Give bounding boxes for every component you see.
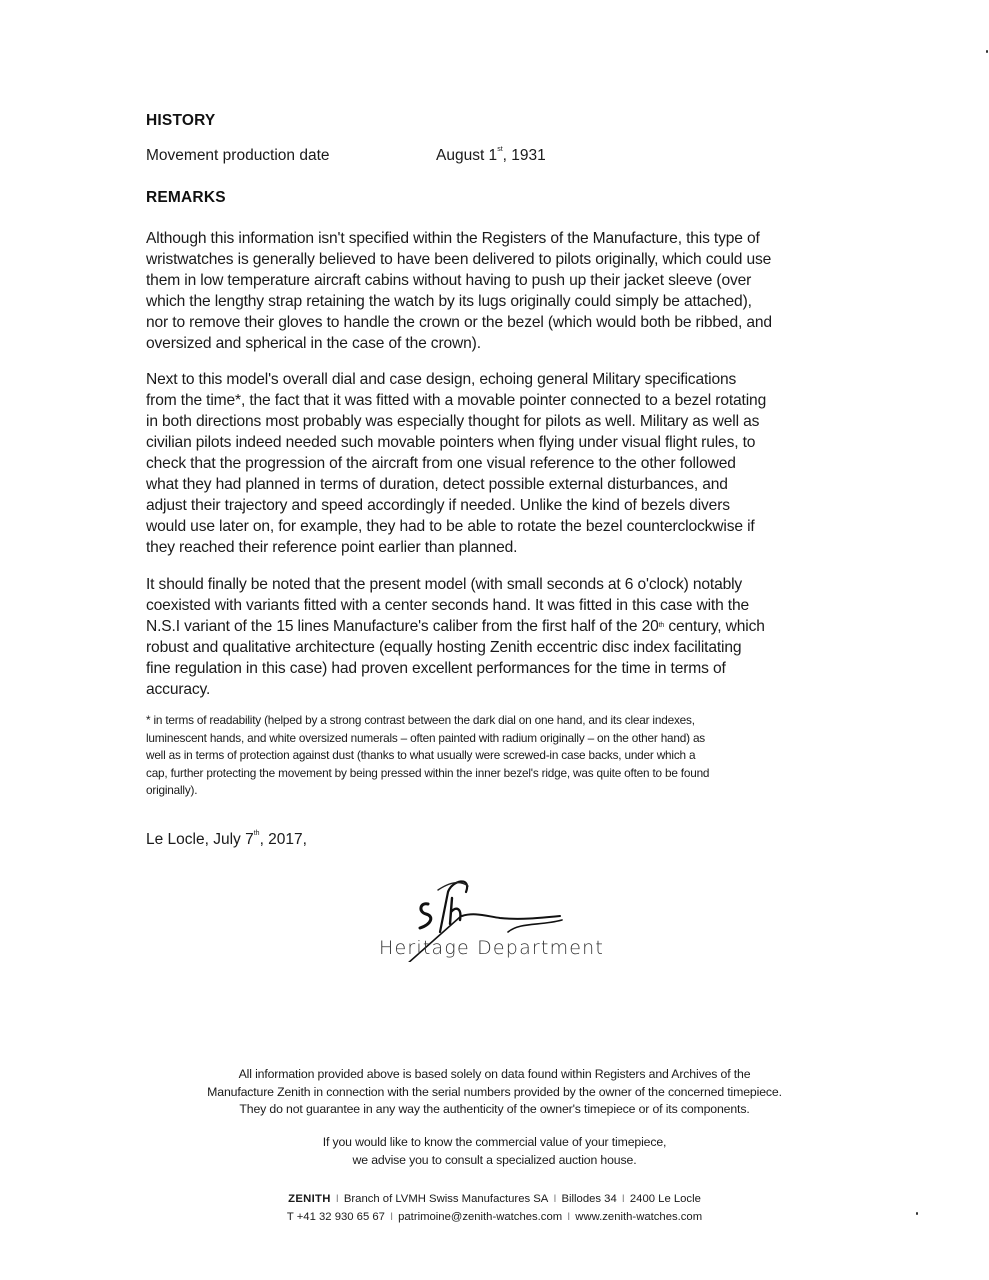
text-line: oversized and spherical in the case of the crown). (146, 335, 481, 352)
text-line: coexisted with variants fitted with a center seconds hand. It was fitted in this case with the (146, 597, 750, 614)
text-line: nor to remove their gloves to handle the crown or the bezel (which would both be ribbed, and (146, 314, 772, 331)
remarks-heading: REMARKS (146, 189, 226, 206)
text-line: civilian pilots indeed needed such movable pointers when flying under visual flight rules, to (146, 434, 756, 451)
text-line: in both directions most probably was especially thought for pilots as well. Military as well as (146, 413, 760, 430)
text-line: robust and qualitative architecture (equally hosting Zenith eccentric disc index facilitating (146, 639, 742, 656)
street-address: Billodes 34 (561, 1193, 617, 1205)
text-line: adjust their trajectory and speed accordingly if needed. Unlike the kind of bezels divers (146, 497, 730, 514)
text-line: would use later on, for example, they had to be able to rotate the bezel counterclockwise if (146, 518, 755, 535)
department-name: Heritage Department (379, 937, 605, 959)
ordinal-suffix: st (497, 146, 503, 153)
separator: I (335, 1193, 339, 1205)
text-line: them in low temperature aircraft cabins without having to push up their jacket sleeve (over (146, 272, 752, 289)
footer-line-contact (100, 1208, 889, 1226)
footnote-line: cap, further protecting the movement by being pressed within the inner bezel's ridge, was quite often to be found (146, 765, 710, 780)
text-line: accuracy. (146, 681, 211, 698)
disclaimer-block (100, 1066, 889, 1119)
footer-line-address (100, 1190, 889, 1208)
disclaimer-line: All information provided above is based solely on data found within Registers and Archives of the (238, 1067, 751, 1081)
production-date-main: August 1 (436, 147, 498, 164)
text-line: It should finally be noted that the present model (with small seconds at 6 o'clock) notably (146, 576, 743, 593)
separator: I (567, 1211, 571, 1223)
text-line: Next to this model's overall dial and case design, echoing general Military specifications (146, 371, 737, 388)
place-date (146, 831, 307, 849)
separator: I (389, 1211, 394, 1223)
scan-speck (916, 1212, 918, 1215)
scan-speck (986, 50, 988, 53)
city-address: 2400 Le Locle (629, 1193, 701, 1205)
text-line: Although this information isn't specified within the Registers of the Manufacture, this type of (146, 230, 760, 247)
footnote-line: well as in terms of protection against dust (thanks to what usually were screwed-in case backs, under which a (146, 748, 696, 762)
text-line: check that the progression of the aircraft from one visual reference to the other followed (146, 455, 736, 472)
auction-advice-block (100, 1134, 889, 1169)
text-line: wristwatches is generally believed to have been delivered to pilots originally, which could use (146, 251, 772, 268)
footnote-line: originally). (146, 783, 198, 797)
production-date-year: , 1931 (502, 147, 546, 164)
ordinal-suffix: th (253, 830, 260, 837)
company-branch: Branch of LVMH Swiss Manufactures SA (343, 1193, 549, 1205)
disclaimer-line: They do not guarantee in any way the authenticity of the owner's timepiece or of its components. (239, 1102, 750, 1116)
footnote-line: luminescent hands, and white oversized numerals – often painted with radium originally – on the other hand) as (146, 730, 706, 745)
text-line: they reached their reference point earlier than planned. (146, 539, 518, 556)
footnote (146, 712, 846, 800)
advice-line: we advise you to consult a specialized auction house. (352, 1152, 637, 1167)
text-line: from the time*, the fact that it was fitted with a movable pointer connected to a bezel rotating (146, 392, 767, 409)
separator: I (553, 1193, 557, 1205)
remarks-paragraph-1 (146, 228, 846, 354)
remarks-paragraph-2 (146, 369, 846, 558)
text-line: which the lengthy strap retaining the watch by its lugs originally could simply be attached), (146, 293, 752, 310)
advice-line: If you would like to know the commercial value of your timepiece, (322, 1135, 667, 1149)
text-line (146, 616, 846, 637)
brand-name: ZENITH (288, 1193, 331, 1205)
ordinal-suffix: th (658, 622, 665, 629)
text-line: what they had planned in terms of duration, detect possible external disturbances, and (146, 476, 728, 493)
remarks-paragraph-3 (146, 574, 846, 700)
website-link[interactable]: www.zenith-watches.com (575, 1211, 703, 1223)
production-date-value (436, 147, 546, 165)
email-link[interactable]: patrimoine@zenith-watches.com (398, 1211, 563, 1223)
place-date-year: , 2017, (259, 831, 307, 848)
company-footer (100, 1190, 889, 1226)
text-line-end: century, which (664, 618, 765, 635)
history-heading: HISTORY (146, 112, 216, 129)
separator: I (621, 1193, 625, 1205)
text-line: fine regulation in this case) had proven excellent performances for the time in terms of (146, 660, 726, 677)
footnote-line: * in terms of readability (helped by a strong contrast between the dark dial on one hand, and its clear indexes, (146, 713, 695, 727)
phone-number: T +41 32 930 65 67 (286, 1211, 385, 1223)
place-date-main: Le Locle, July 7 (146, 831, 254, 848)
disclaimer-line: Manufacture Zenith in connection with the serial numbers provided by the owner of the concerned timepiece. (207, 1084, 782, 1099)
production-date-label: Movement production date (146, 147, 330, 164)
text-line-start: N.S.I variant of the 15 lines Manufacture's caliber from the first half of the 20 (146, 618, 659, 635)
